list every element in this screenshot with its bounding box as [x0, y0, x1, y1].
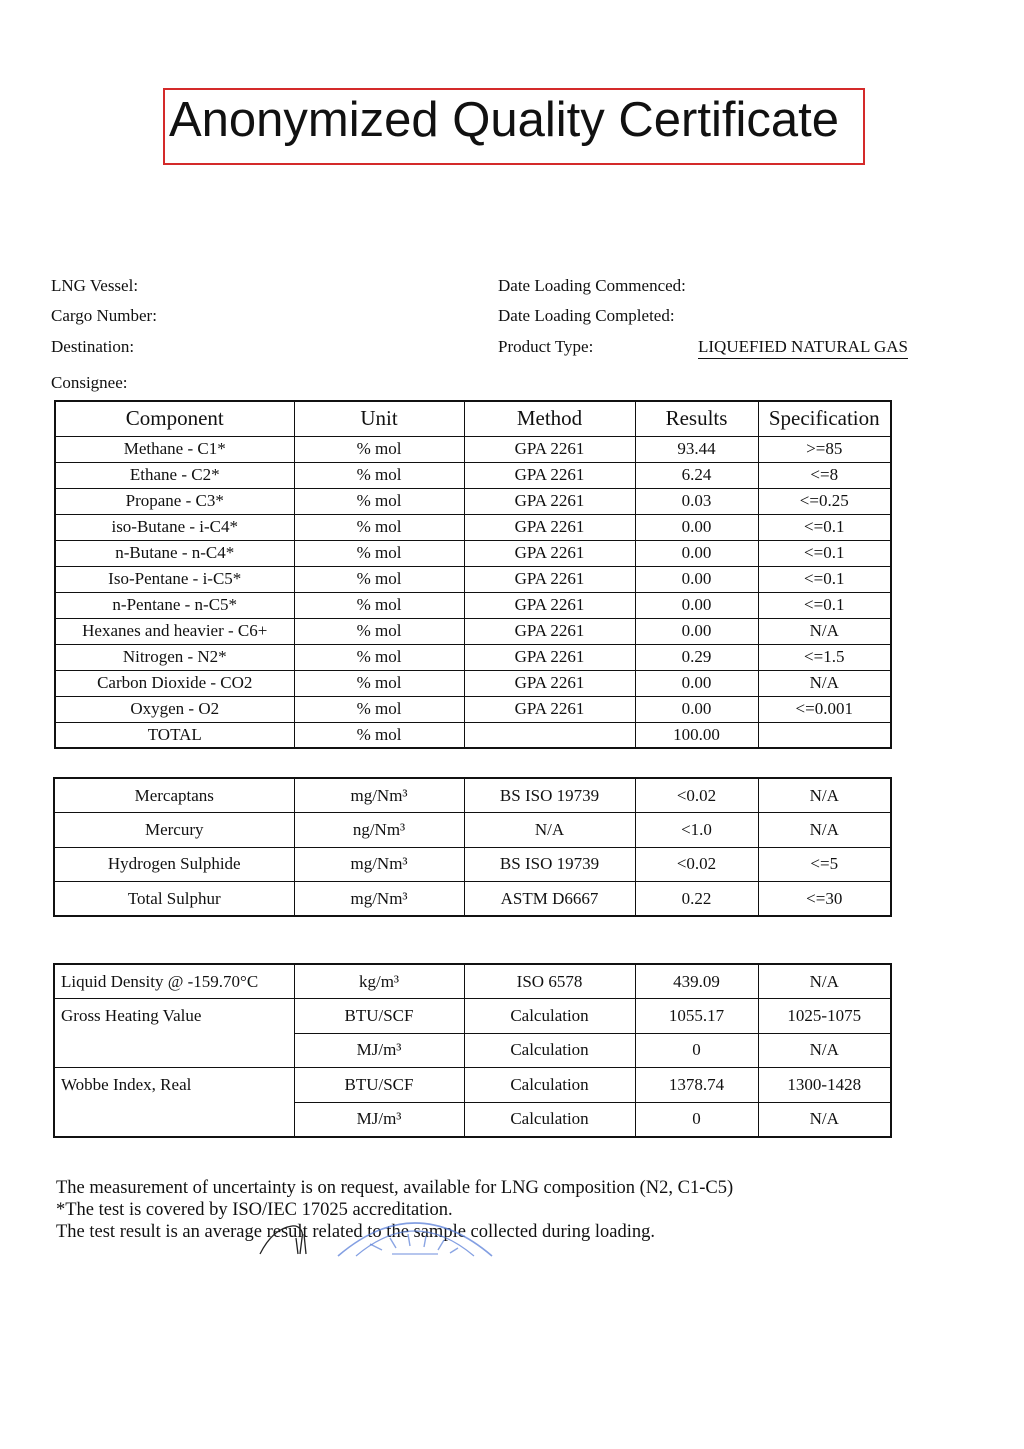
method-cell: Calculation [464, 1068, 635, 1103]
unit-cell: ng/Nm³ [294, 813, 464, 848]
page-title: Anonymized Quality Certificate [169, 93, 839, 147]
unit-cell: mg/Nm³ [294, 847, 464, 882]
result-cell: 93.44 [635, 436, 758, 462]
unit-cell: MJ/m³ [294, 1033, 464, 1068]
result-cell: 6.24 [635, 462, 758, 488]
method-cell: Calculation [464, 999, 635, 1034]
component-cell: iso-Butane - i-C4* [55, 514, 294, 540]
method-cell: GPA 2261 [464, 644, 635, 670]
spec-cell: <=30 [758, 882, 891, 917]
impurity-row [54, 778, 891, 813]
unit-cell: % mol [294, 644, 464, 670]
method-cell: GPA 2261 [464, 696, 635, 722]
unit-cell: BTU/SCF [294, 999, 464, 1034]
properties-table [53, 963, 892, 1138]
unit-cell: mg/Nm³ [294, 882, 464, 917]
method-cell: GPA 2261 [464, 514, 635, 540]
cargo-number-label: Cargo Number: [51, 306, 157, 325]
spec-cell: N/A [758, 670, 891, 696]
result-cell: 0.00 [635, 696, 758, 722]
unit-cell: % mol [294, 514, 464, 540]
unit-cell: % mol [294, 436, 464, 462]
header-method: Method [464, 401, 635, 436]
method-cell: ASTM D6667 [464, 882, 635, 917]
wobbe-index-row [54, 1068, 891, 1103]
spec-cell: 1025-1075 [758, 999, 891, 1034]
spec-cell: 1300-1428 [758, 1068, 891, 1103]
property-label: Wobbe Index, Real [54, 1068, 294, 1137]
component-cell: Mercury [54, 813, 294, 848]
date-completed-label: Date Loading Completed: [498, 306, 675, 325]
composition-row [55, 488, 891, 514]
spec-cell: <=0.1 [758, 566, 891, 592]
component-cell: Carbon Dioxide - CO2 [55, 670, 294, 696]
method-cell: GPA 2261 [464, 566, 635, 592]
company-stamp [330, 1198, 500, 1258]
composition-row [55, 618, 891, 644]
composition-row [55, 540, 891, 566]
composition-row [55, 592, 891, 618]
result-cell: 1378.74 [635, 1068, 758, 1103]
method-cell: GPA 2261 [464, 670, 635, 696]
component-cell: Oxygen - O2 [55, 696, 294, 722]
result-cell: 100.00 [635, 722, 758, 748]
spec-cell: <=0.1 [758, 592, 891, 618]
spec-cell: N/A [758, 1033, 891, 1068]
footer-note-average: The test result is an average result related to the sample collected during loading. [56, 1222, 655, 1242]
header-results: Results [635, 401, 758, 436]
property-label: Gross Heating Value [54, 999, 294, 1068]
composition-table [54, 400, 892, 749]
spec-cell: N/A [758, 813, 891, 848]
liquid-density-row [54, 964, 891, 999]
spec-cell: <=0.1 [758, 540, 891, 566]
component-cell: Propane - C3* [55, 488, 294, 514]
component-cell: Iso-Pentane - i-C5* [55, 566, 294, 592]
method-cell: N/A [464, 813, 635, 848]
spec-cell: N/A [758, 618, 891, 644]
method-cell: GPA 2261 [464, 462, 635, 488]
consignee-label: Consignee: [51, 373, 128, 392]
composition-row [55, 644, 891, 670]
result-cell: <0.02 [635, 847, 758, 882]
component-cell: TOTAL [55, 722, 294, 748]
result-cell: 0.00 [635, 670, 758, 696]
method-cell: BS ISO 19739 [464, 778, 635, 813]
result-cell: 0.00 [635, 618, 758, 644]
composition-row [55, 722, 891, 748]
footer-note-accreditation: *The test is covered by ISO/IEC 17025 accreditation. [56, 1200, 453, 1220]
property-label: Liquid Density @ -159.70°C [54, 964, 294, 999]
result-cell: 0.29 [635, 644, 758, 670]
method-cell: GPA 2261 [464, 618, 635, 644]
component-cell: Hydrogen Sulphide [54, 847, 294, 882]
component-cell: Methane - C1* [55, 436, 294, 462]
method-cell: Calculation [464, 1102, 635, 1137]
spec-cell: <=1.5 [758, 644, 891, 670]
component-cell: n-Pentane - n-C5* [55, 592, 294, 618]
result-cell: 0.03 [635, 488, 758, 514]
signature [258, 1208, 318, 1256]
header-component: Component [55, 401, 294, 436]
spec-cell: <=5 [758, 847, 891, 882]
product-type-label: Product Type: [498, 337, 594, 356]
unit-cell: % mol [294, 618, 464, 644]
component-cell: Mercaptans [54, 778, 294, 813]
spec-cell: <=0.25 [758, 488, 891, 514]
component-cell: Total Sulphur [54, 882, 294, 917]
spec-cell: <=0.001 [758, 696, 891, 722]
unit-cell: % mol [294, 540, 464, 566]
impurity-row [54, 847, 891, 882]
method-cell [464, 722, 635, 748]
result-cell: 0 [635, 1033, 758, 1068]
result-cell: <1.0 [635, 813, 758, 848]
composition-header-row [55, 401, 891, 436]
spec-cell: N/A [758, 1102, 891, 1137]
method-cell: GPA 2261 [464, 540, 635, 566]
component-cell: Hexanes and heavier - C6+ [55, 618, 294, 644]
result-cell: 0 [635, 1102, 758, 1137]
method-cell: BS ISO 19739 [464, 847, 635, 882]
unit-cell: % mol [294, 488, 464, 514]
composition-row [55, 436, 891, 462]
method-cell: Calculation [464, 1033, 635, 1068]
method-cell: GPA 2261 [464, 592, 635, 618]
result-cell: 0.00 [635, 592, 758, 618]
method-cell: GPA 2261 [464, 436, 635, 462]
header-unit: Unit [294, 401, 464, 436]
spec-cell [758, 722, 891, 748]
title-box [163, 88, 865, 165]
unit-cell: % mol [294, 670, 464, 696]
composition-row [55, 514, 891, 540]
component-cell: Ethane - C2* [55, 462, 294, 488]
product-type-value: LIQUEFIED NATURAL GAS [698, 337, 908, 359]
date-commenced-label: Date Loading Commenced: [498, 276, 686, 295]
header-specification: Specification [758, 401, 891, 436]
unit-cell: % mol [294, 696, 464, 722]
unit-cell: % mol [294, 722, 464, 748]
result-cell: 1055.17 [635, 999, 758, 1034]
method-cell: GPA 2261 [464, 488, 635, 514]
unit-cell: MJ/m³ [294, 1102, 464, 1137]
unit-cell: % mol [294, 592, 464, 618]
spec-cell: N/A [758, 964, 891, 999]
component-cell: n-Butane - n-C4* [55, 540, 294, 566]
result-cell: 0.00 [635, 566, 758, 592]
result-cell: <0.02 [635, 778, 758, 813]
result-cell: 439.09 [635, 964, 758, 999]
unit-cell: BTU/SCF [294, 1068, 464, 1103]
unit-cell: % mol [294, 462, 464, 488]
footer-note-uncertainty: The measurement of uncertainty is on request, available for LNG composition (N2, C1-C5) [56, 1178, 734, 1198]
lng-vessel-label: LNG Vessel: [51, 276, 139, 295]
impurity-row [54, 882, 891, 917]
impurities-table [53, 777, 892, 917]
unit-cell: mg/Nm³ [294, 778, 464, 813]
impurity-row [54, 813, 891, 848]
composition-row [55, 462, 891, 488]
result-cell: 0.22 [635, 882, 758, 917]
unit-cell: % mol [294, 566, 464, 592]
spec-cell: <=8 [758, 462, 891, 488]
composition-row [55, 670, 891, 696]
spec-cell: N/A [758, 778, 891, 813]
component-cell: Nitrogen - N2* [55, 644, 294, 670]
composition-row [55, 696, 891, 722]
destination-label: Destination: [51, 337, 135, 356]
unit-cell: kg/m³ [294, 964, 464, 999]
spec-cell: >=85 [758, 436, 891, 462]
spec-cell: <=0.1 [758, 514, 891, 540]
composition-row [55, 566, 891, 592]
result-cell: 0.00 [635, 514, 758, 540]
gross-heating-row [54, 999, 891, 1034]
method-cell: ISO 6578 [464, 964, 635, 999]
result-cell: 0.00 [635, 540, 758, 566]
